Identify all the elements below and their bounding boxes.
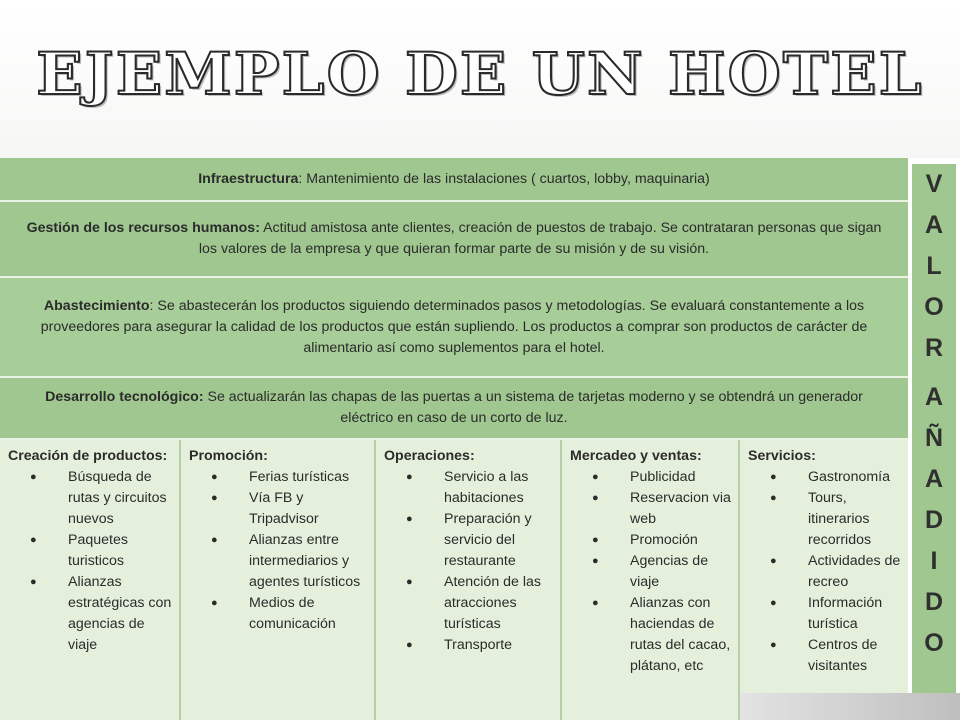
value-added-banner <box>912 164 956 694</box>
procurement-label: Abastecimiento <box>43 297 150 314</box>
list-item: ● Transporte <box>384 635 554 656</box>
list-item: ● Preparación y servicio del restaurante <box>384 509 554 572</box>
technology-label: Desarrollo tecnológico: <box>45 389 204 405</box>
column-heading: Mercadeo y ventas: <box>570 448 702 464</box>
page-title: EJEMPLO DE UN HOTEL <box>36 40 924 108</box>
sidebar-letter: I <box>930 547 938 575</box>
list-item: ● Medios de comunicación <box>189 593 368 635</box>
sidebar-letter: D <box>924 588 944 616</box>
sidebar-letter: A <box>924 383 944 411</box>
support-infrastructure <box>0 158 908 202</box>
procurement-text: : Se abastecerán los productos siguiendo determinados pasos y metodologías. Se evaluará constantemente a los proveedores para asegurar la calidad de los productos que están supliendo. Los productos a comprar son productos de carácter de alimentario así como suplementos para el hotel. <box>40 297 868 356</box>
list-item: ● Información turística <box>748 593 902 635</box>
sidebar-letter: V <box>925 170 943 198</box>
list-item: ● Reservacion via web <box>570 488 732 530</box>
list-item: ● Actividades de recreo <box>748 551 902 593</box>
column-operations <box>376 440 562 720</box>
column-heading: Promoción: <box>189 448 268 464</box>
sidebar-letter: D <box>924 506 944 534</box>
infrastructure-label: Infraestructura <box>198 170 299 187</box>
list-item: ● Publicidad <box>570 467 732 488</box>
list-item: ● Alianzas estratégicas con agencias de viaje <box>8 572 173 656</box>
column-product-creation <box>0 440 181 720</box>
list-item: ● Promoción <box>570 530 732 551</box>
sidebar-letter: R <box>924 334 944 362</box>
list-item: ● Alianzas con haciendas de rutas del cacao, plátano, etc <box>570 593 732 677</box>
header <box>0 0 960 160</box>
infrastructure-text: : Mantenimiento de las instalaciones ( cuartos, lobby, maquinaria) <box>298 170 710 187</box>
sidebar-letter: Ñ <box>924 424 944 452</box>
sidebar-letter: L <box>926 252 942 280</box>
list-item: ● Gastronomía <box>748 467 902 488</box>
support-procurement <box>0 278 908 378</box>
column-heading: Creación de productos: <box>8 448 168 464</box>
primary-activities <box>0 440 908 720</box>
sidebar-letter: A <box>924 465 944 493</box>
list-item: ● Vía FB y Tripadvisor <box>189 488 368 530</box>
list-item: ● Centros de visitantes <box>748 635 902 677</box>
list-item: ● Ferias turísticas <box>189 467 368 488</box>
slide-corner-overlay <box>740 693 960 720</box>
value-chain <box>0 158 908 720</box>
list-item: ● Búsqueda de rutas y circuitos nuevos <box>8 467 173 530</box>
value-added-sidebar <box>908 158 960 700</box>
technology-text: Se actualizarán las chapas de las puertas a un sistema de tarjetas moderno y se obtendrá un generador eléctrico en caso de un corto de luz. <box>203 389 863 426</box>
column-promotion <box>181 440 376 720</box>
column-heading: Operaciones: <box>384 448 475 464</box>
column-services <box>740 440 908 720</box>
hr-text: Actitud amistosa ante clientes, creación de puestos de trabajo. Se contrataran personas que sigan los valores de la empresa y que quieran formar parte de su misión y de su visión. <box>198 220 882 257</box>
list-item: ● Agencias de viaje <box>570 551 732 593</box>
sidebar-letter: O <box>924 629 944 657</box>
hr-label: Gestión de los recursos humanos: <box>26 220 260 236</box>
list-item: ● Servicio a las habitaciones <box>384 467 554 509</box>
list-item: ● Tours, itinerarios recorridos <box>748 488 902 551</box>
support-technology <box>0 378 908 440</box>
column-heading: Servicios: <box>748 448 816 464</box>
sidebar-letter: A <box>924 211 944 239</box>
list-item: ● Paquetes turisticos <box>8 530 173 572</box>
column-marketing-sales <box>562 440 740 720</box>
sidebar-letter: O <box>924 293 944 321</box>
list-item: ● Alianzas entre intermediarios y agentes turísticos <box>189 530 368 593</box>
list-item: ● Atención de las atracciones turísticas <box>384 572 554 635</box>
support-human-resources <box>0 202 908 278</box>
